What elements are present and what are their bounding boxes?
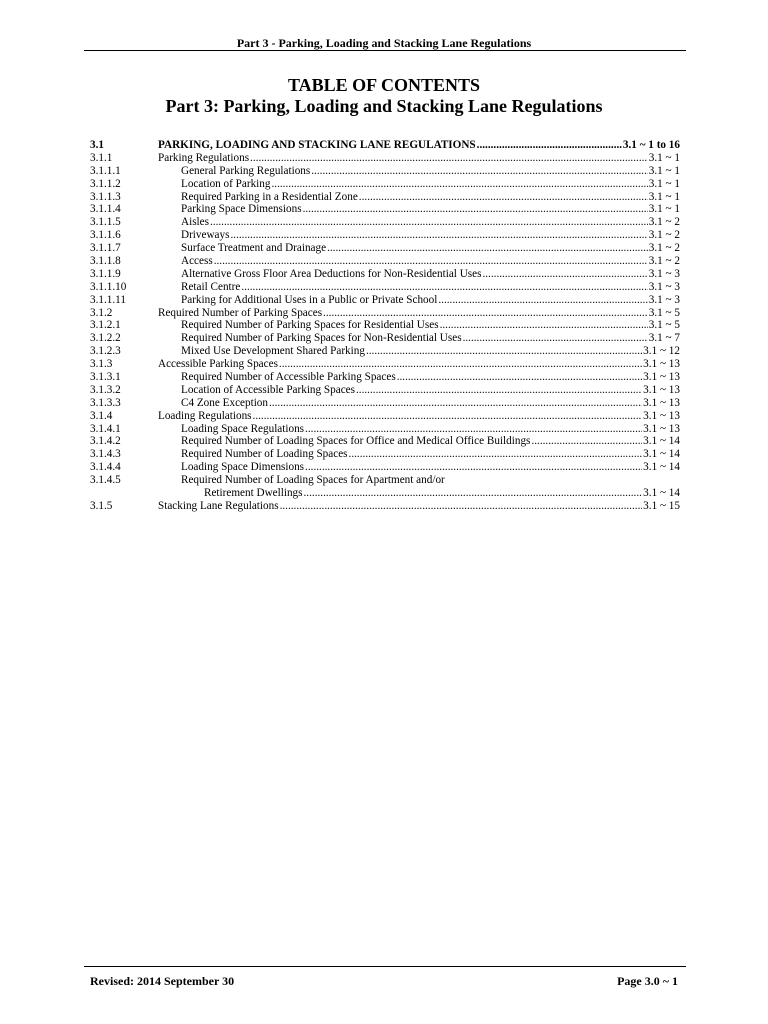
toc-entry[interactable] bbox=[90, 435, 680, 448]
toc-entry-page: 3.1 ~ 14 bbox=[643, 435, 680, 448]
toc-entry[interactable] bbox=[90, 384, 680, 397]
dot-leader bbox=[271, 178, 647, 191]
dot-leader bbox=[397, 371, 642, 384]
toc-entry-label: Surface Treatment and Drainage bbox=[181, 242, 327, 255]
toc-entry-page: 3.1 ~ 13 bbox=[643, 383, 680, 396]
toc-entry-label: Driveways bbox=[181, 229, 230, 242]
toc-entry-label: Parking Regulations bbox=[158, 151, 250, 164]
dot-leader bbox=[349, 448, 643, 461]
toc-entry-number: 3.1.2.3 bbox=[90, 345, 121, 358]
toc-entry-page: 3.1 ~ 14 bbox=[643, 487, 680, 500]
toc-entry[interactable] bbox=[90, 461, 680, 474]
toc-entry[interactable] bbox=[90, 139, 680, 152]
toc-entry-number: 3.1.1 bbox=[90, 151, 113, 164]
toc-entry-page: 3.1 ~ 5 bbox=[648, 306, 680, 319]
toc-entry[interactable] bbox=[90, 229, 680, 242]
toc-entry[interactable] bbox=[90, 255, 680, 268]
toc-entry[interactable] bbox=[90, 474, 680, 487]
footer-page-number: Page 3.0 ~ 1 bbox=[617, 974, 678, 988]
toc-entry-page: 3.1 ~ 1 bbox=[648, 164, 680, 177]
toc-entry-label: Required Parking in a Residential Zone bbox=[181, 190, 358, 203]
dot-leader bbox=[241, 281, 647, 294]
dot-leader bbox=[482, 268, 647, 281]
toc-entry[interactable] bbox=[90, 178, 680, 191]
dot-leader bbox=[366, 345, 642, 358]
toc-entry-label: Location of Parking bbox=[181, 177, 271, 190]
toc-entry-number: 3.1.4 bbox=[90, 409, 113, 422]
toc-entry-label: Access bbox=[181, 255, 213, 268]
toc-entry[interactable] bbox=[90, 307, 680, 320]
toc-entry[interactable] bbox=[90, 191, 680, 204]
toc-entry-number: 3.1.1.8 bbox=[90, 255, 121, 268]
dot-leader bbox=[279, 358, 642, 371]
running-header: Part 3 - Parking, Loading and Stacking Lane Regulations bbox=[236, 36, 532, 50]
dot-leader bbox=[477, 139, 622, 152]
toc-entry[interactable] bbox=[90, 358, 680, 371]
toc-entry-page: 3.1 ~ 3 bbox=[648, 280, 680, 293]
toc-entry-page: 3.1 ~ 3 bbox=[648, 267, 680, 280]
dot-leader bbox=[359, 191, 648, 204]
toc-entry-number: 3.1.1.5 bbox=[90, 216, 121, 229]
dot-leader bbox=[250, 152, 648, 165]
toc-entry-number: 3.1.2.1 bbox=[90, 319, 121, 332]
toc-entry-page: 3.1 ~ 13 bbox=[643, 358, 680, 371]
dot-leader bbox=[304, 487, 643, 500]
toc-entry-page: 3.1 ~ 2 bbox=[648, 216, 680, 229]
toc-entry-label: Retail Centre bbox=[181, 280, 241, 293]
toc-entry-number: 3.1.3.2 bbox=[90, 383, 121, 396]
toc-entry-number: 3.1.3 bbox=[90, 358, 113, 371]
dot-leader bbox=[440, 319, 648, 332]
dot-leader bbox=[305, 423, 642, 436]
header-rule bbox=[84, 50, 686, 51]
toc-entry-label: Required Number of Parking Spaces for Residential Uses bbox=[181, 319, 439, 332]
toc-entry[interactable] bbox=[90, 281, 680, 294]
toc-entry-number: 3.1.1.1 bbox=[90, 164, 121, 177]
toc-entry[interactable] bbox=[90, 397, 680, 410]
toc-entry-number: 3.1.3.1 bbox=[90, 371, 121, 384]
dot-leader bbox=[210, 216, 648, 229]
toc-entry-label: Required Number of Parking Spaces for Non-Residential Uses bbox=[181, 332, 462, 345]
toc-entry-page: 3.1 ~ 14 bbox=[643, 461, 680, 474]
toc-entry-page: 3.1 ~ 3 bbox=[648, 293, 680, 306]
toc-title: TABLE OF CONTENTS bbox=[287, 75, 481, 95]
dot-leader bbox=[463, 332, 648, 345]
toc-entry-label: Required Number of Loading Spaces for Office and Medical Office Buildings bbox=[181, 435, 531, 448]
dot-leader bbox=[438, 294, 647, 307]
toc-entry-number: 3.1.1.3 bbox=[90, 190, 121, 203]
toc-entry-label: General Parking Regulations bbox=[181, 164, 311, 177]
toc-entry-number: 3.1.1.7 bbox=[90, 242, 121, 255]
toc-entry-page: 3.1 ~ 1 bbox=[648, 177, 680, 190]
dot-leader bbox=[280, 500, 643, 513]
toc-entry-number: 3.1.3.3 bbox=[90, 396, 121, 409]
toc-entry-label: C4 Zone Exception bbox=[181, 396, 268, 409]
toc-entry-label: Stacking Lane Regulations bbox=[158, 499, 279, 512]
toc-entry-number: 3.1 bbox=[90, 139, 104, 151]
toc-entry-page: 3.1 ~ 2 bbox=[648, 242, 680, 255]
toc-entry-page: 3.1 ~ 13 bbox=[643, 396, 680, 409]
footer-revised-date: Revised: 2014 September 30 bbox=[90, 974, 235, 988]
dot-leader bbox=[356, 384, 642, 397]
toc-entry-label: Parking Space Dimensions bbox=[181, 203, 302, 216]
dot-leader bbox=[230, 229, 647, 242]
toc-entry-label: Required Number of Parking Spaces bbox=[158, 306, 323, 319]
toc-entry-page: 3.1 ~ 14 bbox=[643, 448, 680, 461]
toc-entry-number: 3.1.4.3 bbox=[90, 448, 121, 461]
toc-entry-label: Loading Space Dimensions bbox=[181, 461, 305, 474]
toc-entry-label: Retirement Dwellings bbox=[204, 487, 303, 500]
dot-leader bbox=[253, 410, 643, 423]
toc-entry-number: 3.1.1.6 bbox=[90, 229, 121, 242]
dot-leader bbox=[303, 203, 648, 216]
dot-leader bbox=[214, 255, 648, 268]
toc-entry[interactable] bbox=[90, 294, 680, 307]
toc-entry-page: 3.1 ~ 2 bbox=[648, 255, 680, 268]
toc-entry[interactable] bbox=[90, 203, 680, 216]
toc-entry-label: Required Number of Loading Spaces for Apartment and/or bbox=[181, 474, 445, 487]
toc-subtitle: Part 3: Parking, Loading and Stacking Lane Regulations bbox=[165, 96, 603, 116]
dot-leader bbox=[311, 165, 648, 178]
toc-entry[interactable] bbox=[90, 332, 680, 345]
toc-entry-label: Loading Space Regulations bbox=[181, 422, 305, 435]
toc-list bbox=[90, 139, 680, 513]
toc-entry[interactable] bbox=[90, 410, 680, 423]
toc-entry[interactable] bbox=[90, 345, 680, 358]
toc-entry-page: 3.1 ~ 1 to 16 bbox=[622, 139, 680, 151]
toc-entry-number: 3.1.4.4 bbox=[90, 461, 121, 474]
toc-entry-label: Aisles bbox=[181, 216, 209, 229]
toc-entry-number: 3.1.4.2 bbox=[90, 435, 121, 448]
toc-entry[interactable] bbox=[90, 268, 680, 281]
toc-entry-page: 3.1 ~ 5 bbox=[648, 319, 680, 332]
toc-entry-number: 3.1.1.10 bbox=[90, 280, 127, 293]
toc-entry[interactable] bbox=[90, 319, 680, 332]
toc-entry[interactable] bbox=[90, 216, 680, 229]
toc-entry-page: 3.1 ~ 1 bbox=[648, 190, 680, 203]
toc-entry[interactable] bbox=[90, 152, 680, 165]
toc-entry-label: PARKING, LOADING AND STACKING LANE REGULATIONS bbox=[158, 139, 476, 151]
toc-entry-page: 3.1 ~ 13 bbox=[643, 422, 680, 435]
footer-rule bbox=[84, 966, 686, 967]
toc-entry[interactable] bbox=[90, 500, 680, 513]
toc-entry-number: 3.1.1.11 bbox=[90, 293, 126, 306]
toc-entry-page: 3.1 ~ 13 bbox=[643, 371, 680, 384]
toc-entry-label: Mixed Use Development Shared Parking bbox=[181, 345, 365, 358]
toc-entry[interactable] bbox=[90, 242, 680, 255]
dot-leader bbox=[323, 307, 648, 320]
toc-entry-page: 3.1 ~ 1 bbox=[648, 151, 680, 164]
toc-entry-number: 3.1.4.5 bbox=[90, 474, 121, 487]
toc-entry-number: 3.1.1.9 bbox=[90, 267, 121, 280]
toc-entry-number: 3.1.1.2 bbox=[90, 177, 121, 190]
toc-entry[interactable] bbox=[90, 165, 680, 178]
toc-entry-page: 3.1 ~ 13 bbox=[643, 409, 680, 422]
toc-entry-page: 3.1 ~ 15 bbox=[643, 499, 680, 512]
toc-entry-continuation[interactable] bbox=[90, 487, 680, 500]
toc-entry-number: 3.1.2 bbox=[90, 306, 113, 319]
dot-leader bbox=[327, 242, 648, 255]
toc-entry-number: 3.1.1.4 bbox=[90, 203, 121, 216]
toc-entry-number: 3.1.4.1 bbox=[90, 422, 121, 435]
dot-leader bbox=[531, 435, 642, 448]
toc-entry-label: Location of Accessible Parking Spaces bbox=[181, 383, 355, 396]
toc-entry-page: 3.1 ~ 2 bbox=[648, 229, 680, 242]
dot-leader bbox=[269, 397, 642, 410]
toc-entry-label: Required Number of Accessible Parking Spaces bbox=[181, 371, 396, 384]
toc-entry-label: Loading Regulations bbox=[158, 409, 252, 422]
toc-entry-label: Parking for Additional Uses in a Public or Private School bbox=[181, 293, 438, 306]
toc-entry-number: 3.1.2.2 bbox=[90, 332, 121, 345]
toc-entry-number: 3.1.5 bbox=[90, 499, 113, 512]
toc-entry[interactable] bbox=[90, 448, 680, 461]
toc-entry-page: 3.1 ~ 1 bbox=[648, 203, 680, 216]
toc-entry-page: 3.1 ~ 12 bbox=[643, 345, 680, 358]
dot-leader bbox=[305, 461, 642, 474]
toc-entry-label: Accessible Parking Spaces bbox=[158, 358, 278, 371]
toc-entry-page: 3.1 ~ 7 bbox=[648, 332, 680, 345]
toc-entry[interactable] bbox=[90, 371, 680, 384]
toc-entry[interactable] bbox=[90, 423, 680, 436]
toc-entry-label: Alternative Gross Floor Area Deductions for Non-Residential Uses bbox=[181, 267, 482, 280]
toc-entry-label: Required Number of Loading Spaces bbox=[181, 448, 348, 461]
